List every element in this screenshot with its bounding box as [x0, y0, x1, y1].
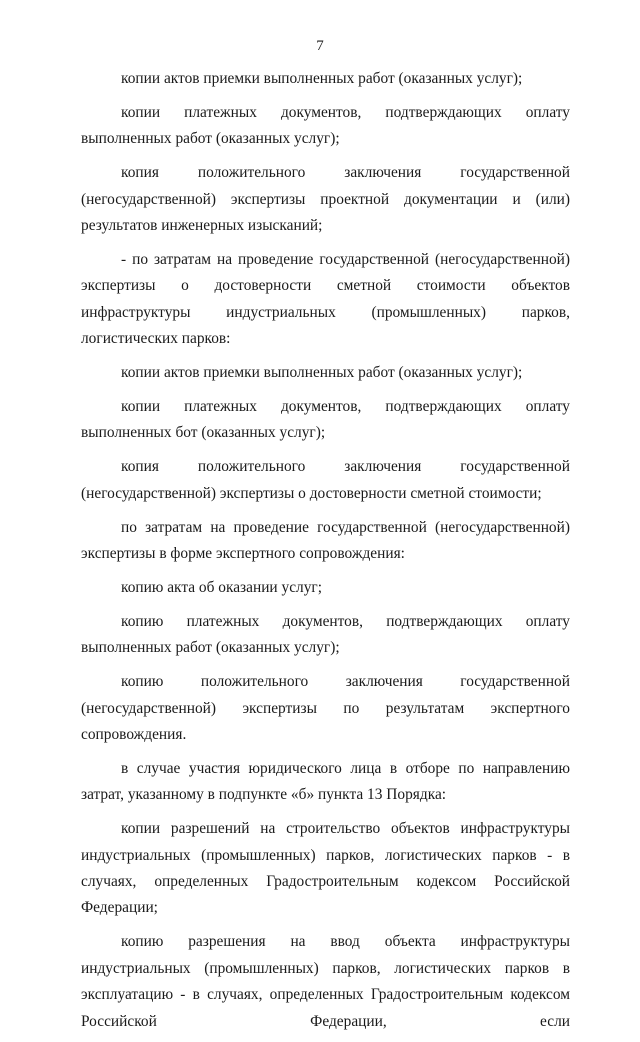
paragraph: копии актов приемки выполненных работ (оказанных услуг); [121, 364, 523, 382]
paragraph: копию разрешения на ввод объекта инфраструктуры индустриальных (промышленных) парков, логистических парков в эксплуатацию - в случаях, определенных Градостроительным кодексом Российской Федерации, если [81, 933, 570, 1030]
paragraph: копии разрешений на строительство объектов инфраструктуры индустриальных (промышленных) парков, логистических парков - в случаях, определенных Градостроительным кодексом Российской Федерации; [81, 820, 570, 917]
paragraph: копии платежных документов, подтверждающих оплату выполненных бот (оказанных услуг); [81, 397, 570, 442]
paragraph: копии актов приемки выполненных работ (оказанных услуг); [121, 70, 523, 87]
paragraph: копия положительного заключения государственной (негосударственной) экспертизы о достоверности сметной стоимости; [81, 458, 570, 502]
document-body [81, 66, 570, 1042]
page-number: 7 [316, 38, 324, 54]
paragraph: копию акта об оказании услуг; [121, 578, 323, 596]
paragraph: - по затратам на проведение государственной (негосударственной) экспертизы о достоверности сметной стоимости объектов инфраструктуры индустриальных (промышленных) парков, логистических парков: [81, 250, 570, 348]
paragraph: по затратам на проведение государственной (негосударственной) экспертизы в форме экспертного сопровождения: [81, 518, 570, 562]
paragraph: в случае участия юридического лица в отборе по направлению затрат, указанному в подпункте «б» пункта 13 Порядка: [81, 759, 570, 804]
paragraph: копию положительного заключения государственной (негосударственной) экспертизы по результатам экспертного сопровождения. [81, 673, 570, 743]
paragraph: копию платежных документов, подтверждающих оплату выполненных работ (оказанных услуг); [81, 612, 570, 657]
paragraph: копия положительного заключения государственной (негосударственной) экспертизы проектной документации и (или) результатов инженерных изысканий; [81, 164, 570, 235]
paragraph: копии платежных документов, подтверждающих оплату выполненных работ (оказанных услуг); [81, 103, 570, 148]
